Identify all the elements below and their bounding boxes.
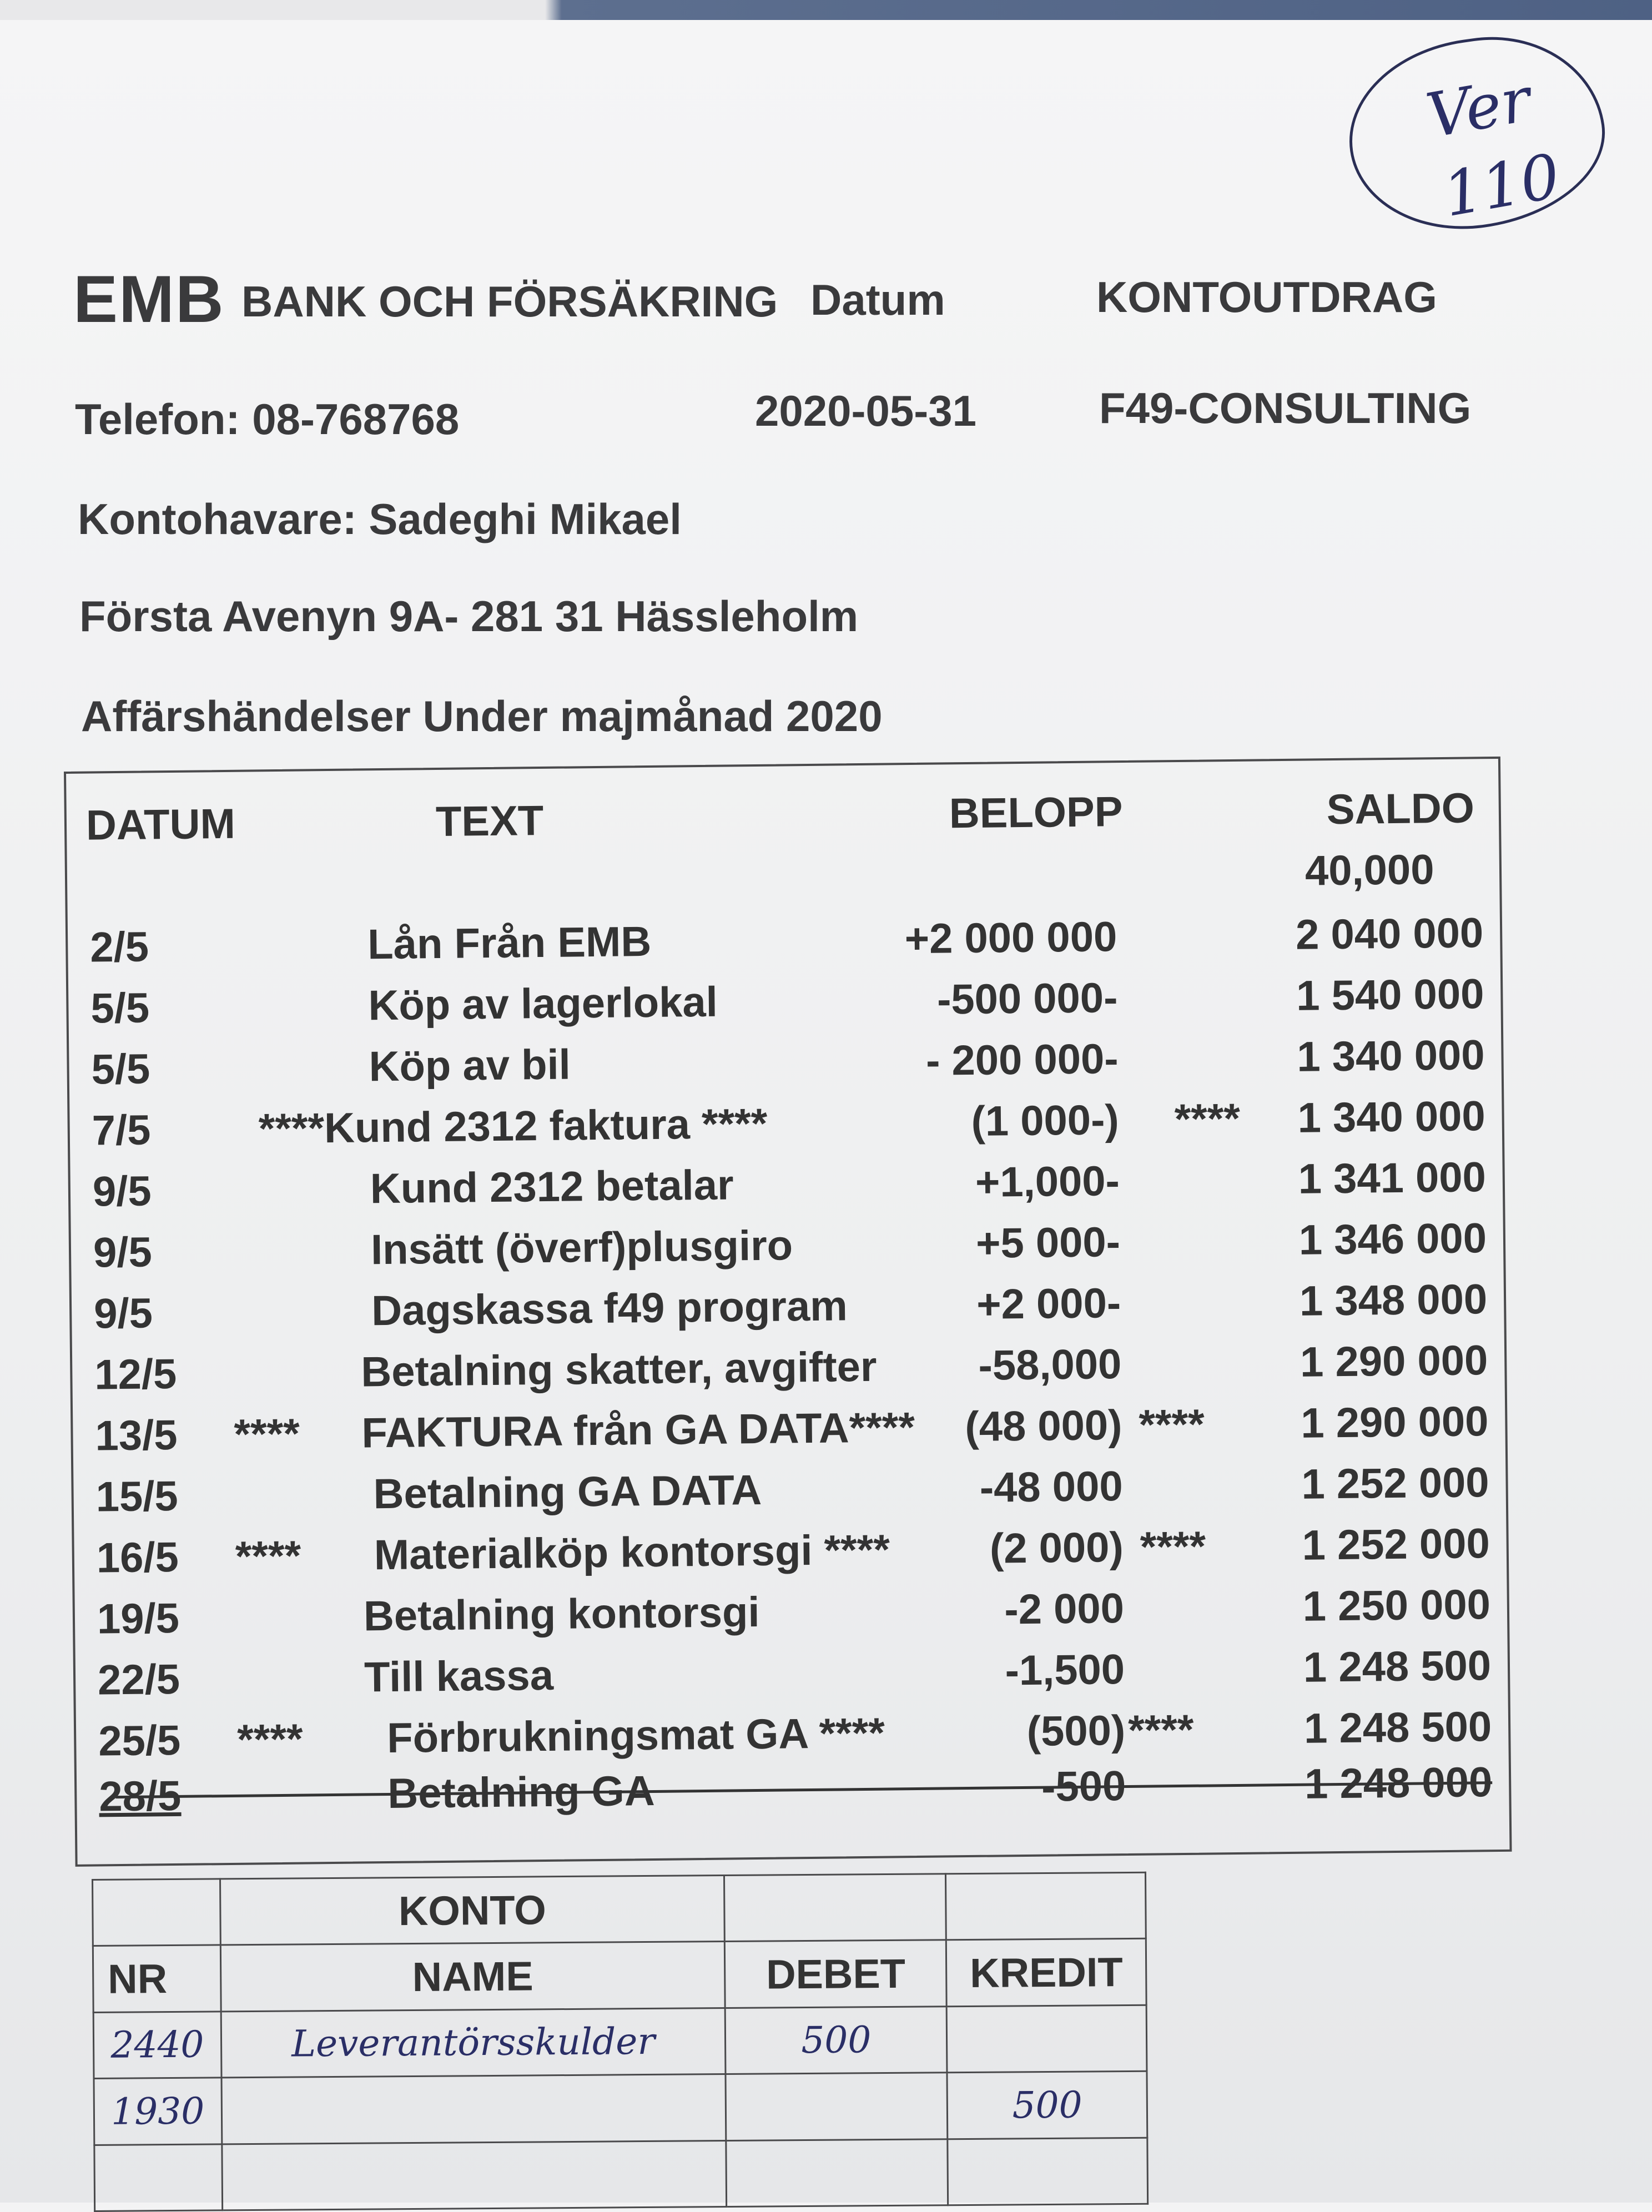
row-balance: 1 340 000 bbox=[1297, 1092, 1486, 1142]
row-balance: 1 250 000 bbox=[1302, 1581, 1491, 1630]
row-text: Köp av lagerlokal bbox=[368, 978, 718, 1030]
kredit-amount bbox=[948, 2138, 1147, 2205]
row-balance: 1 252 000 bbox=[1301, 1459, 1489, 1508]
konto-blank-cell bbox=[946, 1872, 1146, 1940]
row-amount: -500 bbox=[1041, 1762, 1126, 1811]
row-balance: 1 340 000 bbox=[1296, 1031, 1485, 1081]
row-date: 2/5 bbox=[89, 923, 149, 971]
row-text: Materialköp kontorsgi **** bbox=[374, 1526, 890, 1579]
row-date: 16/5 bbox=[96, 1533, 179, 1582]
opening-balance: 40,000 bbox=[1305, 846, 1434, 895]
row-date: 7/5 bbox=[92, 1106, 151, 1155]
row-date: 19/5 bbox=[97, 1594, 180, 1643]
column-header-balance: SALDO bbox=[1326, 784, 1475, 834]
row-text: Till kassa bbox=[364, 1651, 554, 1701]
brand-logo: EMB bbox=[73, 262, 225, 336]
document-title: KONTOUTDRAG bbox=[1096, 273, 1437, 321]
row-date: 9/5 bbox=[93, 1228, 153, 1277]
row-balance: 1 540 000 bbox=[1296, 970, 1484, 1020]
row-marker-2: **** bbox=[1127, 1706, 1194, 1755]
row-balance: 1 248 500 bbox=[1303, 1642, 1492, 1691]
background-strip bbox=[0, 0, 1652, 20]
row-amount: (48 000) bbox=[964, 1402, 1122, 1451]
row-text: Köp av bil bbox=[369, 1041, 571, 1091]
row-amount: +1,000- bbox=[975, 1157, 1120, 1206]
row-amount: +5 000- bbox=[975, 1218, 1121, 1267]
kredit-amount bbox=[947, 2005, 1147, 2073]
row-date: 22/5 bbox=[97, 1655, 180, 1704]
account-nr: 2440 bbox=[93, 2012, 221, 2079]
konto-title: KONTO bbox=[220, 1876, 724, 1946]
row-amount: -1,500 bbox=[1005, 1646, 1125, 1695]
row-amount: +2 000- bbox=[976, 1279, 1121, 1328]
phone-number: Telefon: 08-768768 bbox=[75, 395, 460, 444]
handwritten-number: 110 bbox=[1438, 140, 1565, 231]
date-label: Datum bbox=[810, 275, 945, 324]
holder-address: Första Avenyn 9A- 281 31 Hässleholm bbox=[79, 592, 859, 641]
row-balance: 1 348 000 bbox=[1299, 1276, 1488, 1325]
row-date: 9/5 bbox=[92, 1167, 152, 1216]
handwritten-ver: Ver bbox=[1421, 63, 1536, 152]
kredit-amount: 500 bbox=[947, 2071, 1147, 2139]
row-balance: 1 248 500 bbox=[1303, 1703, 1492, 1752]
row-date: 28/5 bbox=[98, 1772, 182, 1821]
brand-subtitle: BANK OCH FÖRSÄKRING bbox=[241, 277, 778, 326]
row-date: 15/5 bbox=[95, 1472, 179, 1521]
debet-amount bbox=[726, 2139, 948, 2206]
account-nr bbox=[94, 2144, 222, 2211]
statement-period: Affärshändelser Under majmånad 2020 bbox=[81, 692, 883, 740]
row-balance: 1 290 000 bbox=[1300, 1337, 1488, 1386]
account-nr: 1930 bbox=[94, 2078, 221, 2145]
row-date: 5/5 bbox=[90, 984, 150, 1032]
row-balance: 1 341 000 bbox=[1298, 1153, 1487, 1203]
row-text: Kund 2312 betalar bbox=[370, 1161, 734, 1213]
row-text: Lån Från EMB bbox=[367, 918, 652, 969]
row-amount: - 200 000- bbox=[925, 1035, 1119, 1085]
row-text: Dagskassa f49 program bbox=[371, 1282, 848, 1335]
debet-amount: 500 bbox=[725, 2007, 947, 2074]
row-amount: -500 000- bbox=[936, 974, 1118, 1024]
row-amount: -48 000 bbox=[979, 1463, 1124, 1511]
header-nr: NR bbox=[93, 1945, 220, 2012]
row-balance: 2 040 000 bbox=[1295, 909, 1484, 959]
transactions-table bbox=[64, 757, 1512, 1867]
row-text: Insätt (överf)plusgiro bbox=[370, 1222, 793, 1274]
row-text: Betalning kontorsgi bbox=[363, 1588, 760, 1640]
row-date: 12/5 bbox=[94, 1350, 177, 1399]
row-marker-2: **** bbox=[1174, 1095, 1241, 1143]
row-date: 13/5 bbox=[95, 1411, 178, 1460]
row-marker-2: **** bbox=[1138, 1400, 1205, 1449]
row-balance: 1 248 000 bbox=[1304, 1758, 1493, 1808]
row-marker: **** bbox=[236, 1715, 304, 1763]
row-marker: **** bbox=[234, 1410, 300, 1458]
row-amount: (2 000) bbox=[989, 1524, 1124, 1573]
debet-amount bbox=[726, 2073, 948, 2140]
account-name bbox=[221, 2140, 726, 2210]
row-text: FAKTURA från GA DATA**** bbox=[361, 1404, 915, 1457]
header-kredit: KREDIT bbox=[946, 1939, 1146, 2007]
row-amount: -58,000 bbox=[978, 1341, 1122, 1389]
account-posting-table bbox=[92, 1872, 1149, 2212]
header-debet: DEBET bbox=[725, 1940, 947, 2008]
row-text: Betalning skatter, avgifter bbox=[360, 1343, 877, 1396]
row-text: Betalning GA DATA bbox=[373, 1466, 762, 1518]
row-date: 25/5 bbox=[98, 1716, 181, 1765]
konto-corner-cell bbox=[93, 1879, 220, 1946]
statement-date: 2020-05-31 bbox=[755, 386, 976, 435]
row-amount: +2 000 000 bbox=[904, 913, 1117, 963]
row-marker-2: **** bbox=[1140, 1523, 1206, 1571]
account-holder: Kontohavare: Sadeghi Mikael bbox=[78, 495, 682, 543]
column-header-date: DATUM bbox=[85, 800, 236, 849]
company-name: F49-CONSULTING bbox=[1099, 384, 1472, 432]
row-text: Betalning GA bbox=[387, 1767, 656, 1817]
row-date: 5/5 bbox=[91, 1045, 150, 1094]
column-header-text: TEXT bbox=[435, 797, 544, 845]
header-name: NAME bbox=[220, 1942, 725, 2012]
row-balance: 1 346 000 bbox=[1298, 1215, 1487, 1264]
row-amount: (500) bbox=[1026, 1707, 1126, 1755]
row-text: Förbrukningsmat GA **** bbox=[386, 1709, 885, 1762]
row-balance: 1 290 000 bbox=[1300, 1398, 1489, 1447]
account-name bbox=[221, 2074, 726, 2144]
row-marker: **** bbox=[235, 1532, 301, 1580]
row-date: 9/5 bbox=[93, 1289, 153, 1338]
row-amount: -2 000 bbox=[1004, 1585, 1125, 1634]
row-amount: (1 000-) bbox=[971, 1096, 1120, 1145]
konto-blank-cell bbox=[724, 1874, 946, 1942]
column-header-amount: BELOPP bbox=[949, 788, 1123, 838]
row-text: ****Kund 2312 faktura **** bbox=[258, 1100, 768, 1153]
account-name: Leverantörsskulder bbox=[221, 2008, 726, 2078]
row-balance: 1 252 000 bbox=[1302, 1520, 1490, 1569]
